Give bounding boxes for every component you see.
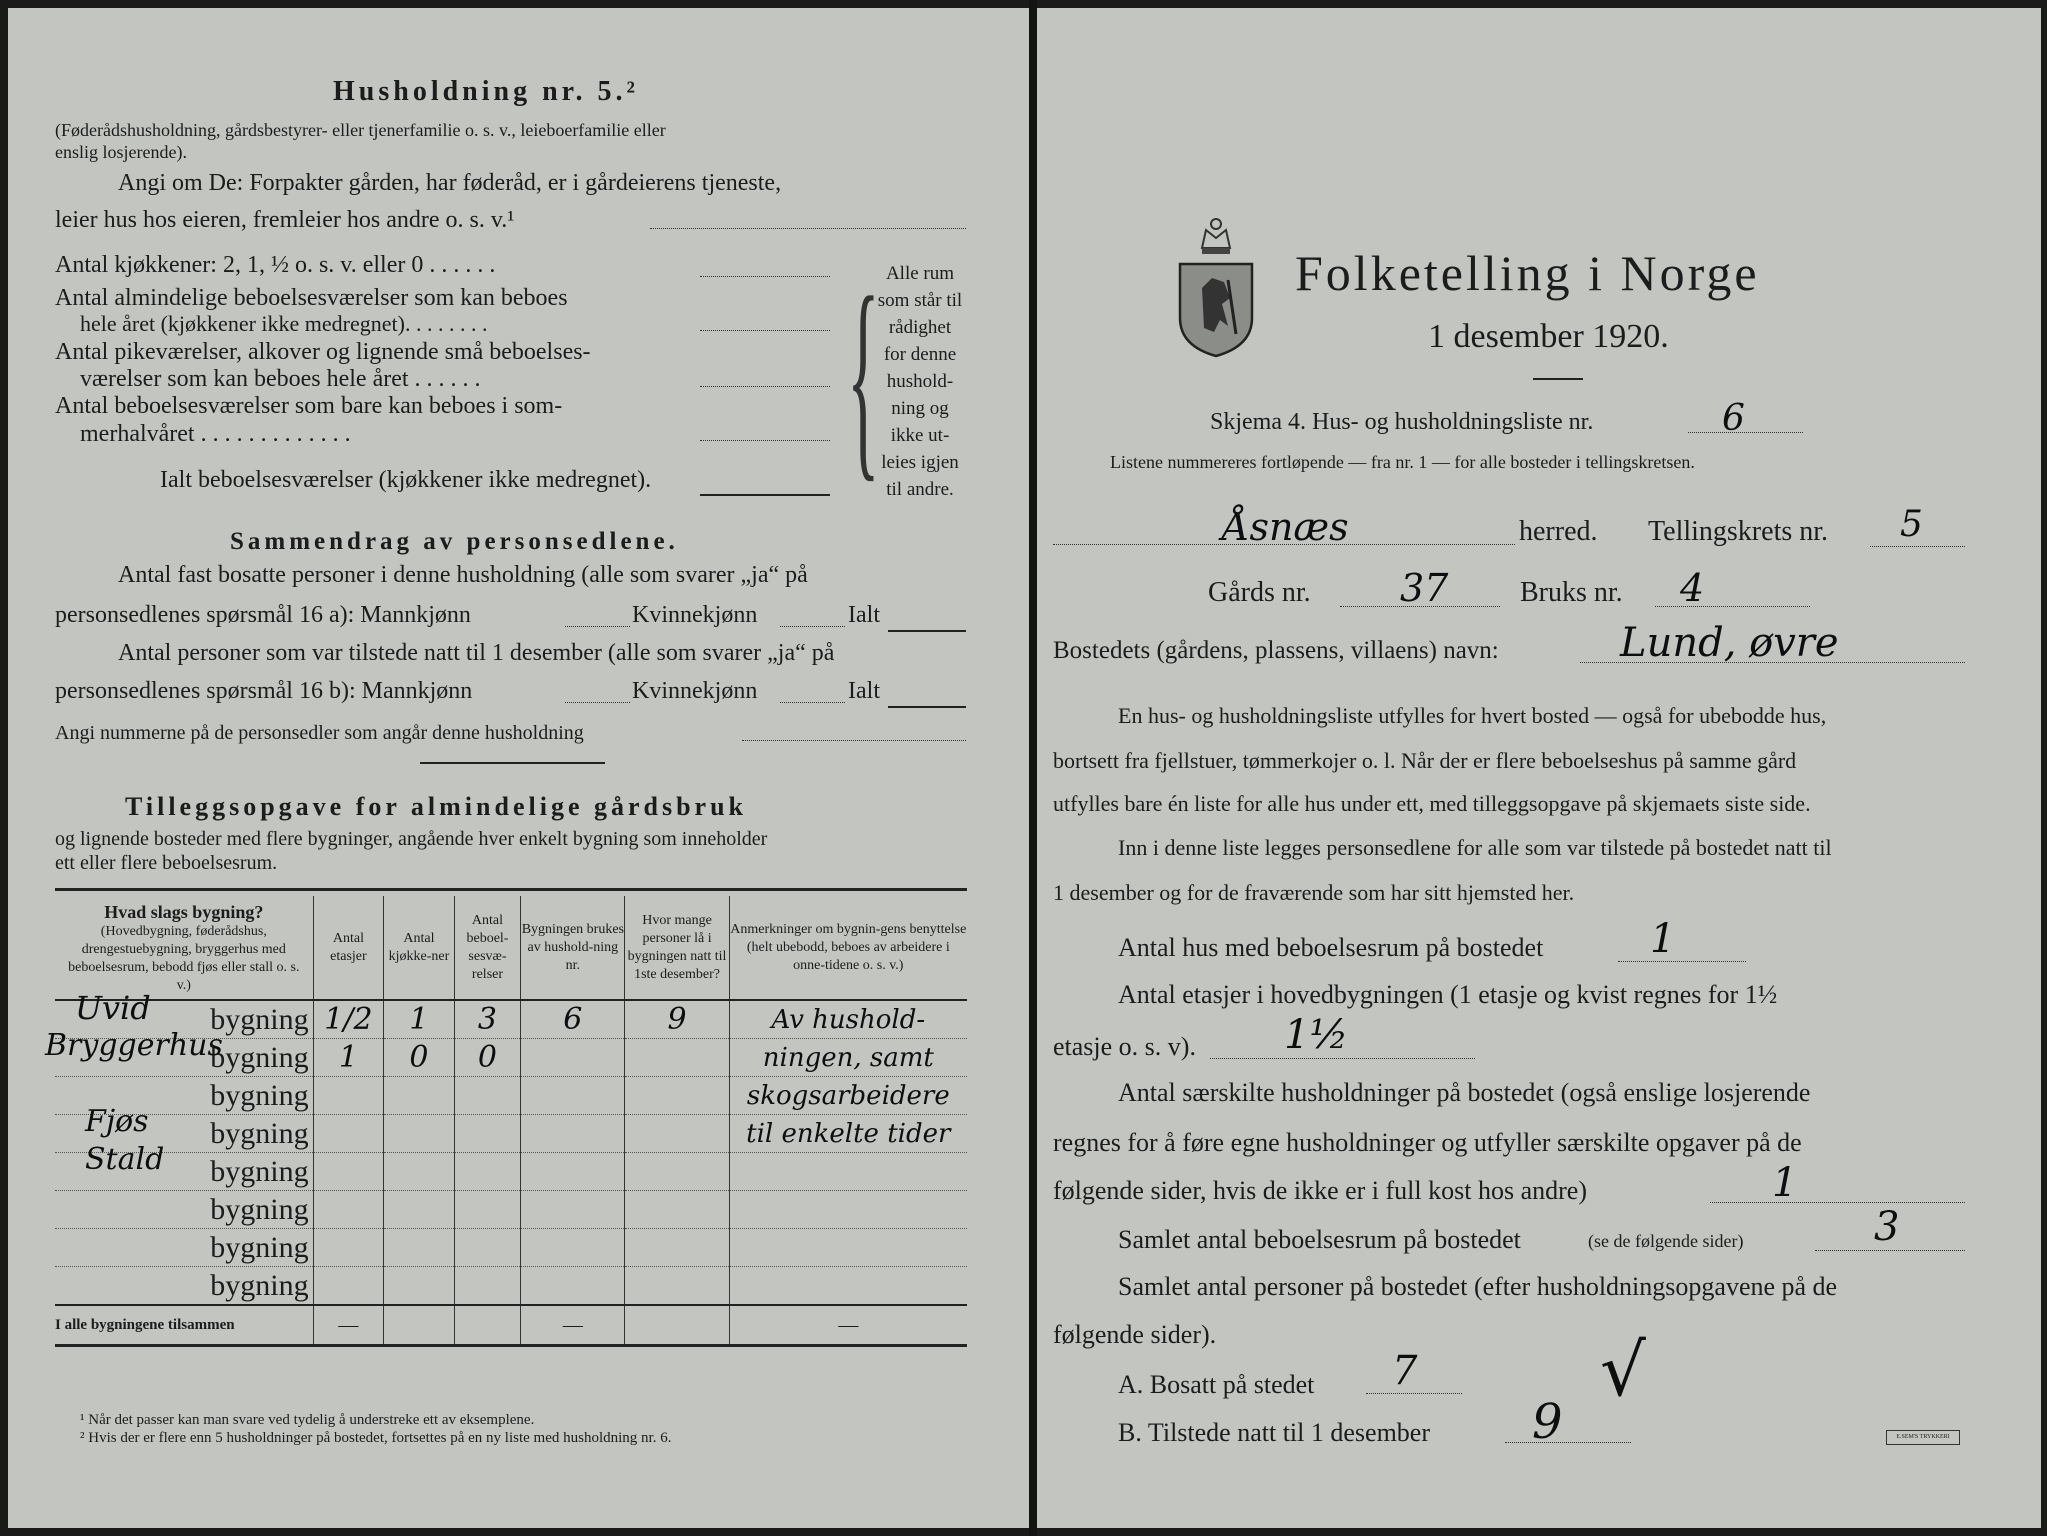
cell-vaerelser bbox=[454, 1153, 521, 1191]
title-divider bbox=[1533, 378, 1583, 380]
summary-resident-1: Antal fast bosatte personer i denne husholdning (alle som svarer „ja“ på bbox=[118, 562, 808, 588]
page-fold bbox=[1029, 0, 1037, 1536]
rooms-summer-1: Antal beboelsesværelser som bare kan beboes i som- bbox=[55, 393, 563, 419]
footnote-2: ² Hvis der er flere enn 5 husholdninger på bostedet, fortsettes på en ny liste med husholdning nr. 6. bbox=[80, 1430, 672, 1446]
cell-remark: ningen, samt bbox=[729, 1039, 967, 1077]
total-label: I alle bygningene tilsammen bbox=[55, 1316, 235, 1333]
listene-note: Listene nummereres fortløpende — fra nr. 1 — for alle bosteder i tellingskretsen. bbox=[1110, 452, 1695, 472]
cell-husholdning bbox=[521, 1077, 625, 1115]
rooms-line-3 bbox=[700, 386, 830, 387]
printer-stamp: E.SEM'S TRYKKERI bbox=[1886, 1430, 1960, 1445]
bruks-label: Bruks nr. bbox=[1520, 577, 1623, 608]
cell-etasjer bbox=[313, 1229, 384, 1267]
v-hus: 1 bbox=[1650, 916, 1676, 962]
total-kjokkener bbox=[384, 1305, 454, 1345]
cell-personer bbox=[625, 1267, 729, 1306]
herred-label: herred. bbox=[1519, 516, 1598, 547]
cell-husholdning bbox=[521, 1229, 625, 1267]
cell-kjokkener bbox=[384, 1115, 454, 1153]
col-building-header bbox=[55, 896, 313, 1000]
col-kjokkener: Antal kjøkke-ner bbox=[384, 896, 454, 1000]
cell-vaerelser: 3 bbox=[454, 1000, 521, 1039]
cell-vaerelser: 0 bbox=[454, 1039, 521, 1077]
hus-line bbox=[1618, 961, 1746, 962]
bruks-line bbox=[1655, 606, 1810, 607]
cell-etasjer bbox=[313, 1153, 384, 1191]
summary-resident-total: Ialt bbox=[848, 602, 880, 628]
instr1-line-3: utfylles bare én liste for alle hus under ett, med tilleggsopgave på skjemaets siste side. bbox=[1053, 791, 1811, 816]
total-husholdning: — bbox=[521, 1305, 625, 1345]
building-suffix: bygning bbox=[210, 1116, 309, 1150]
cell-husholdning: 6 bbox=[521, 1000, 625, 1039]
cell-husholdning bbox=[521, 1191, 625, 1229]
a-value: 7 bbox=[1392, 1348, 1418, 1394]
col-husholdning: Bygningen brukes av hushold-ning nr. bbox=[521, 896, 625, 1000]
instr1-line-2: bortsett fra fjellstuer, tømmerkojer o. l. Når der er flere beboelseshus på samme gård bbox=[1053, 748, 1797, 773]
rooms-kitchens: Antal kjøkkener: 2, 1, ½ o. s. v. eller 0 . . . . . . bbox=[55, 252, 496, 278]
building-name-hw: Stald bbox=[85, 1142, 165, 1177]
household-sub-1: (Føderådshusholdning, gårdsbestyrer- eller tjenerfamilie o. s. v., leieboerfamilie eller bbox=[55, 120, 666, 140]
summary-present-1: Antal personer som var tilstede natt til 1 desember (alle som svarer „ja“ på bbox=[118, 640, 835, 666]
a-label: A. Bosatt på stedet bbox=[1118, 1370, 1315, 1399]
cell-remark bbox=[729, 1229, 967, 1267]
building-suffix: bygning bbox=[210, 1078, 309, 1112]
krets-label: Tellingskrets nr. bbox=[1648, 516, 1829, 547]
gards-label: Gårds nr. bbox=[1208, 577, 1311, 608]
total-row bbox=[55, 1305, 967, 1345]
rooms-ordinary-2: hele året (kjøkkener ikke medregnet). . . . . . . . bbox=[80, 311, 488, 336]
gards-value: 37 bbox=[1400, 566, 1449, 610]
building-label bbox=[55, 1267, 313, 1306]
angi-line bbox=[650, 228, 966, 229]
numbers-line bbox=[742, 740, 966, 741]
summary-present-2: personsedlenes spørsmål 16 b): Mannkjønn bbox=[55, 678, 473, 704]
cell-personer: 9 bbox=[625, 1000, 729, 1039]
building-name-hw: Fjøs bbox=[85, 1104, 149, 1139]
building-suffix: bygning bbox=[210, 1268, 309, 1302]
resident-female-line bbox=[780, 626, 845, 627]
cell-kjokkener: 1 bbox=[384, 1000, 454, 1039]
brace-note: Alle rum som står til rådighet for denne hushold- ning og ikke ut- leies igjen til andre. bbox=[877, 263, 963, 500]
building-label bbox=[45, 1028, 313, 1077]
instr2-line-2: 1 desember og for de fraværende som har sitt hjemsted her. bbox=[1053, 880, 1575, 905]
building-label bbox=[55, 1142, 313, 1191]
cell-remark bbox=[729, 1153, 967, 1191]
skjema-line-rule bbox=[1688, 432, 1803, 433]
rooms-line-4 bbox=[700, 440, 830, 441]
cell-etasjer: 1 bbox=[313, 1039, 384, 1077]
instr2-line-1: Inn i denne liste legges personsedlene for alle som var tilstede på bostedet natt til bbox=[1118, 835, 1832, 860]
instr1-line-1: En hus- og husholdningsliste utfylles for hvert bosted — også for ubebodde hus, bbox=[1118, 703, 1827, 728]
household-angi-2: leier hus hos eieren, fremleier hos andre o. s. v.¹ bbox=[55, 207, 515, 233]
building-head-desc: (Hovedbygning, føderådshus, drengestuebygning, bryggerhus med beboelsesrum, bebodd fjøs eller stall o. s. v.) bbox=[68, 923, 300, 993]
a-line bbox=[1366, 1393, 1462, 1394]
cell-personer bbox=[625, 1153, 729, 1191]
b-value: 9 bbox=[1532, 1394, 1563, 1450]
q-pers-2: følgende sider). bbox=[1053, 1320, 1217, 1349]
cell-kjokkener: 0 bbox=[384, 1039, 454, 1077]
building-row bbox=[55, 1153, 967, 1191]
resident-male-line bbox=[565, 626, 630, 627]
cell-personer bbox=[625, 1229, 729, 1267]
herred-line bbox=[1053, 544, 1515, 545]
resident-total-line bbox=[888, 630, 966, 632]
building-name-hw: Bryggerhus bbox=[45, 1028, 223, 1063]
q-hush-1: Antal særskilte husholdninger på bostedet (også enslige losjerende bbox=[1118, 1078, 1811, 1107]
krets-value: 5 bbox=[1900, 504, 1923, 545]
building-row bbox=[55, 1115, 967, 1153]
col-etasjer: Antal etasjer bbox=[313, 896, 384, 1000]
short-divider bbox=[420, 762, 605, 764]
hush-line bbox=[1710, 1202, 1965, 1203]
cell-kjokkener bbox=[384, 1191, 454, 1229]
census-date: 1 desember 1920. bbox=[1428, 318, 1669, 355]
rooms-brace: { bbox=[847, 249, 880, 501]
summary-numbers: Angi nummerne på de personsedler som angår denne husholdning bbox=[55, 722, 584, 744]
cell-personer bbox=[625, 1039, 729, 1077]
building-suffix: bygning bbox=[210, 1154, 309, 1188]
b-line bbox=[1505, 1442, 1631, 1443]
q-hush-3: følgende sider, hvis de ikke er i full kost hos andre) bbox=[1053, 1176, 1587, 1205]
cell-etasjer bbox=[313, 1267, 384, 1306]
cell-etasjer bbox=[313, 1077, 384, 1115]
cell-kjokkener bbox=[384, 1153, 454, 1191]
present-total-line bbox=[888, 706, 966, 708]
household-angi-1: Angi om De: Forpakter gården, har føderåd, er i gårdeierens tjeneste, bbox=[118, 170, 782, 196]
cell-etasjer: 1/2 bbox=[313, 1000, 384, 1039]
footnote-1: ¹ Når det passer kan man svare ved tydelig å understreke ett av eksemplene. bbox=[80, 1412, 535, 1428]
summary-present-total: Ialt bbox=[848, 678, 880, 704]
household-sub-2: enslig losjerende). bbox=[55, 142, 187, 162]
cell-vaerelser bbox=[454, 1191, 521, 1229]
building-row bbox=[55, 1267, 967, 1306]
cell-personer bbox=[625, 1115, 729, 1153]
cell-vaerelser bbox=[454, 1229, 521, 1267]
building-suffix: bygning bbox=[210, 1002, 309, 1036]
bosted-label: Bostedets (gårdens, plassens, villaens) navn: bbox=[1053, 637, 1499, 664]
cell-remark: Av hushold- bbox=[729, 1000, 967, 1039]
table-top-rule bbox=[55, 888, 967, 891]
cell-remark: skogsarbeidere bbox=[729, 1077, 967, 1115]
col-personer: Hvor mange personer lå i bygningen natt til 1ste desember? bbox=[625, 896, 729, 1000]
cell-husholdning bbox=[521, 1039, 625, 1077]
cell-personer bbox=[625, 1191, 729, 1229]
rooms-line-total bbox=[700, 494, 830, 496]
q-pers-1: Samlet antal personer på bostedet (efter husholdningsopgavene på de bbox=[1118, 1272, 1838, 1301]
coat-of-arms-icon bbox=[1172, 208, 1260, 363]
rooms-ordinary-1: Antal almindelige beboelsesværelser som kan beboes bbox=[55, 285, 568, 311]
household-heading: Husholdning nr. 5.² bbox=[333, 76, 639, 107]
summary-present-female: Kvinnekjønn bbox=[632, 678, 758, 704]
bruks-value: 4 bbox=[1680, 566, 1705, 610]
building-row bbox=[55, 1039, 967, 1077]
cell-vaerelser bbox=[454, 1115, 521, 1153]
total-vaerelser bbox=[454, 1305, 521, 1345]
present-male-line bbox=[565, 702, 630, 703]
cell-husholdning bbox=[521, 1115, 625, 1153]
cell-vaerelser bbox=[454, 1077, 521, 1115]
bosted-value: Lund, øvre bbox=[1620, 620, 1839, 666]
cell-husholdning bbox=[521, 1267, 625, 1306]
rooms-maid-2: værelser som kan beboes hele året . . . . . . bbox=[80, 366, 481, 392]
tillegg-sub-1: og lignende bosteder med flere bygninger, angående hver enkelt bygning som inneholder bbox=[55, 828, 768, 850]
rum-line bbox=[1815, 1250, 1965, 1251]
summary-resident-female: Kvinnekjønn bbox=[632, 602, 758, 628]
building-table bbox=[45, 896, 967, 1347]
v-rum: 3 bbox=[1874, 1204, 1900, 1250]
q-etasjer-1: Antal etasjer i hovedbygningen (1 etasje og kvist regnes for 1½ bbox=[1118, 980, 1778, 1009]
cell-etasjer bbox=[313, 1191, 384, 1229]
building-suffix: bygning bbox=[210, 1040, 309, 1074]
krets-line bbox=[1870, 546, 1965, 547]
bosted-line bbox=[1580, 662, 1965, 663]
tillegg-sub-2: ett eller flere beboelsesrum. bbox=[55, 852, 278, 874]
v-hush: 1 bbox=[1772, 1160, 1798, 1206]
tillegg-heading: Tilleggsopgave for almindelige gårdsbruk bbox=[125, 792, 748, 821]
total-remarks: — bbox=[729, 1305, 967, 1345]
cell-kjokkener bbox=[384, 1077, 454, 1115]
building-row bbox=[55, 1191, 967, 1229]
gards-line bbox=[1340, 606, 1500, 607]
building-row bbox=[55, 1077, 967, 1115]
cell-vaerelser bbox=[454, 1267, 521, 1306]
q-rum-small: (se de følgende sider) bbox=[1588, 1231, 1744, 1251]
cell-etasjer bbox=[313, 1115, 384, 1153]
cell-remark: til enkelte tider bbox=[729, 1115, 967, 1153]
col-anmerkninger: Anmerkninger om bygnin-gens benyttelse (helt ubebodd, beboes av arbeidere i onne-tidene o. s. v.) bbox=[729, 896, 967, 1000]
col-beboelsesvaerelser: Antal beboel-sesvæ-relser bbox=[454, 896, 521, 1000]
q-etasjer-2: etasje o. s. v). bbox=[1053, 1032, 1196, 1061]
v-etasjer: 1½ bbox=[1284, 1012, 1349, 1058]
check-mark: √ bbox=[1600, 1328, 1646, 1412]
building-name-hw: Uvid bbox=[75, 989, 151, 1027]
present-female-line bbox=[780, 702, 845, 703]
herred-value: Åsnæs bbox=[1222, 505, 1349, 549]
rooms-total: Ialt beboelsesværelser (kjøkkener ikke medregnet). bbox=[160, 467, 652, 493]
summary-heading: Sammendrag av personsedlene. bbox=[230, 528, 679, 555]
rooms-line-1 bbox=[700, 276, 830, 277]
skjema-line: Skjema 4. Hus- og husholdningsliste nr. bbox=[1210, 409, 1594, 435]
cell-kjokkener bbox=[384, 1229, 454, 1267]
rooms-maid-1: Antal pikeværelser, alkover og lignende små beboelses- bbox=[55, 339, 591, 365]
building-suffix: bygning bbox=[210, 1192, 309, 1226]
cell-husholdning bbox=[521, 1153, 625, 1191]
cell-remark bbox=[729, 1191, 967, 1229]
q-hus: Antal hus med beboelsesrum på bostedet bbox=[1118, 933, 1544, 962]
etasjer-line bbox=[1210, 1058, 1475, 1059]
rooms-line-2 bbox=[700, 330, 830, 331]
building-label bbox=[55, 1229, 313, 1267]
building-head-title: Hvad slags bygning? bbox=[104, 901, 264, 922]
q-rum: Samlet antal beboelsesrum på bostedet bbox=[1118, 1225, 1521, 1254]
building-label bbox=[55, 1191, 313, 1229]
total-personer bbox=[625, 1305, 729, 1345]
q-hush-2: regnes for å føre egne husholdninger og utfyller særskilte opgaver på de bbox=[1053, 1128, 1802, 1157]
total-etasjer: — bbox=[313, 1305, 384, 1345]
cell-personer bbox=[625, 1077, 729, 1115]
cell-remark bbox=[729, 1267, 967, 1306]
b-label: B. Tilstede natt til 1 desember bbox=[1118, 1418, 1430, 1447]
summary-resident-2: personsedlenes spørsmål 16 a): Mannkjønn bbox=[55, 602, 471, 628]
census-title: Folketelling i Norge bbox=[1295, 245, 1760, 301]
cell-kjokkener bbox=[384, 1267, 454, 1306]
rooms-summer-2: merhalvåret . . . . . . . . . . . . . bbox=[80, 421, 351, 447]
skjema-number: 6 bbox=[1722, 398, 1745, 439]
building-suffix: bygning bbox=[210, 1230, 309, 1264]
building-row bbox=[55, 1229, 967, 1267]
